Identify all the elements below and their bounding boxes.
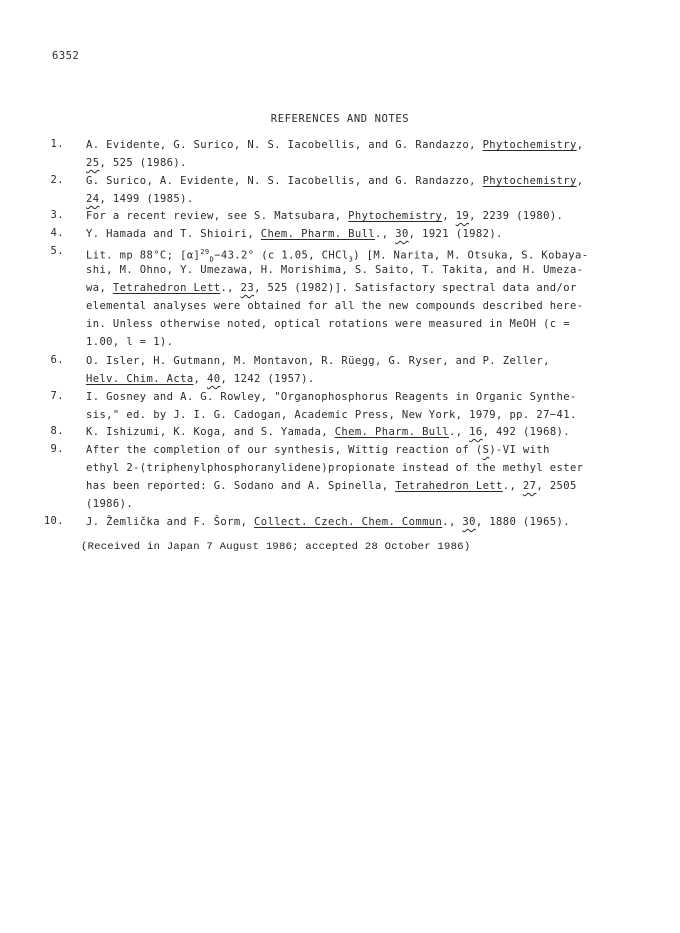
reference-line: G. Surico, A. Evidente, N. S. Iacobellis, and G. Randazzo, Phytochemistry, (86, 175, 584, 187)
reference-number: 4. (50, 227, 64, 239)
reference-line: For a recent review, see S. Matsubara, Phytochemistry, 19, 2239 (1980). (86, 210, 564, 222)
reference-line: 25, 525 (1986). (86, 157, 187, 169)
reference-line: (1986). (86, 498, 134, 510)
volume-number: 23 (240, 282, 255, 294)
journal-title: Helv. Chim. Acta (86, 373, 194, 385)
reference-number: 1. (50, 138, 64, 150)
reference-line: 24, 1499 (1985). (86, 193, 194, 205)
volume-number: 25 (86, 157, 100, 169)
reference-line: J. Žemlička and F. Šorm, Collect. Czech. Chem. Commun., 30, 1880 (1965). (86, 516, 570, 528)
reference-number: 9. (50, 443, 64, 455)
journal-title: Chem. Pharm. Bull (334, 426, 449, 438)
volume-number: S (482, 444, 490, 456)
page-number: 6352 (52, 50, 80, 62)
reference-line: After the completion of our synthesis, Wittig reaction of (S)-VI with (86, 444, 550, 456)
volume-number: 19 (455, 210, 470, 222)
reference-line: sis," ed. by J. I. G. Cadogan, Academic Press, New York, 1979, pp. 27−41. (86, 409, 577, 421)
reference-line: elemental analyses were obtained for all the new compounds described here- (86, 300, 584, 312)
volume-number: 16 (469, 426, 483, 438)
subscript: 3 (348, 255, 354, 264)
volume-number: 30 (395, 228, 409, 240)
reference-line: in. Unless otherwise noted, optical rotations were measured in MeOH (c = (86, 318, 570, 330)
reference-line: ethyl 2-(triphenylphosphoranylidene)propionate instead of the methyl ester (86, 462, 584, 474)
reference-line: O. Isler, H. Gutmann, M. Montavon, R. Rüegg, G. Ryser, and P. Zeller, (86, 355, 550, 367)
volume-number: 24 (86, 193, 100, 205)
reference-line: I. Gosney and A. G. Rowley, "Organophosphorus Reagents in Organic Synthe- (86, 391, 577, 403)
superscript: 29 (200, 248, 210, 256)
subscript: D (209, 255, 215, 264)
volume-number: 40 (207, 373, 221, 385)
journal-title: Tetrahedron Lett (112, 282, 221, 294)
journal-title: Phytochemistry (482, 175, 577, 187)
reference-line: 1.00, l = 1). (86, 336, 174, 348)
reference-line: Lit. mp 88°C; $[\alpha]^{29}_D-43.2^\circ$ (c 1.05, CHCl$_3$) [M. Narita, M. Otsuka, S. Kobaya- (86, 248, 589, 264)
reference-number: 5. (50, 245, 64, 257)
section-heading: REFERENCES AND NOTES (270, 113, 410, 125)
reference-number: 7. (50, 390, 64, 402)
journal-title: Tetrahedron Lett (395, 480, 503, 492)
reference-line: Helv. Chim. Acta, 40, 1242 (1957). (86, 373, 315, 385)
reference-line: K. Ishizumi, K. Koga, and S. Yamada, Chem. Pharm. Bull., 16, 492 (1968). (86, 426, 570, 438)
reference-number: 10. (43, 515, 64, 527)
reference-line: A. Evidente, G. Surico, N. S. Iacobellis, and G. Randazzo, Phytochemistry, (86, 139, 584, 151)
journal-title: Phytochemistry (348, 210, 443, 222)
received-note: (Received in Japan 7 August 1986; accepted 28 October 1986) (81, 541, 471, 553)
reference-line: shi, M. Ohno, Y. Umezawa, H. Morishima, S. Saito, T. Takita, and H. Umeza- (86, 264, 584, 276)
reference-number: 8. (50, 425, 64, 437)
journal-title: Collect. Czech. Chem. Commun (254, 516, 443, 528)
reference-line: has been reported: G. Sodano and A. Spinella, Tetrahedron Lett., 27, 2505 (86, 480, 577, 492)
reference-number: 3. (50, 209, 64, 221)
reference-line: wa, Tetrahedron Lett., 23, 525 (1982)]. Satisfactory spectral data and/or (86, 282, 577, 294)
reference-line: Y. Hamada and T. Shioiri, Chem. Pharm. Bull., 30, 1921 (1982). (86, 228, 503, 240)
reference-number: 2. (50, 174, 64, 186)
volume-number: 30 (462, 516, 476, 528)
journal-title: Chem. Pharm. Bull (260, 228, 376, 240)
reference-number: 6. (50, 354, 64, 366)
journal-title: Phytochemistry (482, 139, 577, 151)
volume-number: 27 (522, 480, 537, 492)
